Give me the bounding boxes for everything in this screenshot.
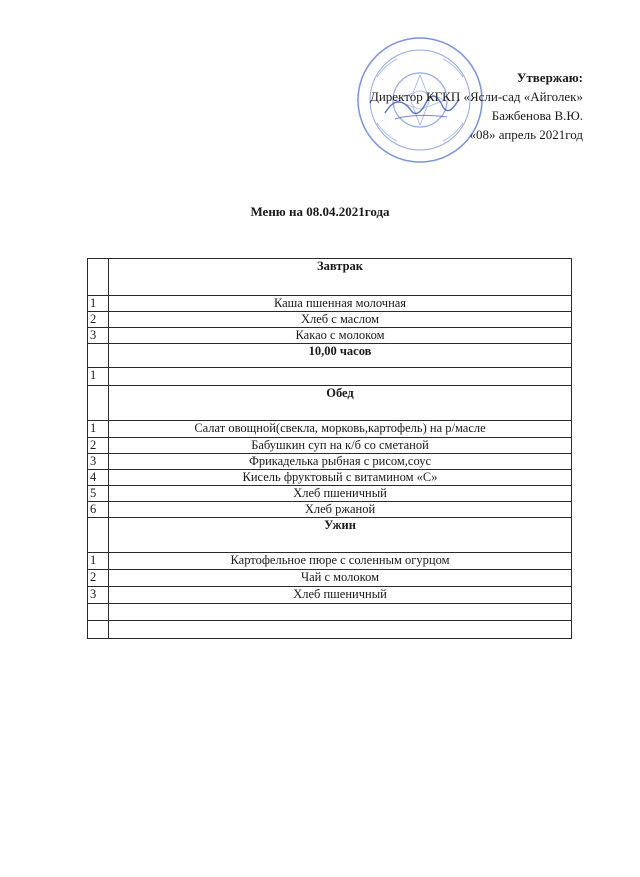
section-row — [88, 386, 572, 421]
item-number: 4 — [88, 470, 109, 486]
item-dish: Картофельное пюре с соленным огурцом — [109, 553, 572, 570]
item-dish: Хлеб пшеничный — [109, 486, 572, 502]
item-number: 1 — [88, 553, 109, 570]
menu-table — [87, 258, 572, 639]
empty-dish-cell — [109, 621, 572, 639]
menu-item-row — [88, 296, 572, 312]
menu-item-row — [88, 421, 572, 438]
menu-item-row — [88, 328, 572, 344]
section-number-cell — [88, 259, 109, 296]
item-number: 6 — [88, 502, 109, 518]
item-dish: Чай с молоком — [109, 570, 572, 587]
item-dish: Каша пшенная молочная — [109, 296, 572, 312]
item-number: 5 — [88, 486, 109, 502]
menu-item-row — [88, 312, 572, 328]
director-position: Директор КГКП «Ясли-сад «Айголек» — [369, 89, 583, 104]
empty-row — [88, 621, 572, 639]
item-dish: Фрикаделька рыбная с рисом,соус — [109, 454, 572, 470]
item-dish: Бабушкин суп на к/б со сметаной — [109, 438, 572, 454]
section-number-cell — [88, 518, 109, 553]
menu-item-row — [88, 454, 572, 470]
item-dish — [109, 368, 572, 386]
item-number: 1 — [88, 368, 109, 386]
menu-item-row — [88, 553, 572, 570]
item-dish: Какао с молоком — [109, 328, 572, 344]
section-row — [88, 259, 572, 296]
item-number: 2 — [88, 312, 109, 328]
menu-item-row — [88, 502, 572, 518]
approval-label: Утвержаю: — [516, 70, 583, 85]
item-dish: Хлеб ржаной — [109, 502, 572, 518]
item-number: 2 — [88, 570, 109, 587]
empty-number-cell — [88, 604, 109, 621]
section-number-cell — [88, 344, 109, 368]
director-name: Бажбенова В.Ю. — [491, 108, 583, 123]
section-title: Завтрак — [109, 259, 572, 296]
item-number: 2 — [88, 438, 109, 454]
empty-dish-cell — [109, 604, 572, 621]
page-title: Меню на 08.04.2021года — [250, 204, 390, 219]
item-dish: Хлеб пшеничный — [109, 587, 572, 604]
menu-item-row — [88, 486, 572, 502]
section-row — [88, 344, 572, 368]
approval-block — [370, 68, 583, 144]
section-title: Ужин — [109, 518, 572, 553]
item-number: 3 — [88, 587, 109, 604]
item-number: 1 — [88, 296, 109, 312]
empty-row — [88, 604, 572, 621]
item-dish: Салат овощной(свекла, морковь,картофель) на р/масле — [109, 421, 572, 438]
menu-item-row — [88, 570, 572, 587]
section-row — [88, 518, 572, 553]
menu-item-row — [88, 470, 572, 486]
approval-date: «08» апрель 2021год — [469, 127, 583, 142]
empty-number-cell — [88, 621, 109, 639]
menu-item-row — [88, 438, 572, 454]
section-title: Обед — [109, 386, 572, 421]
item-dish: Кисель фруктовый с витамином «С» — [109, 470, 572, 486]
item-number: 3 — [88, 454, 109, 470]
section-number-cell — [88, 386, 109, 421]
menu-item-row — [88, 587, 572, 604]
section-title: 10,00 часов — [109, 344, 572, 368]
item-number: 1 — [88, 421, 109, 438]
item-number: 3 — [88, 328, 109, 344]
menu-item-row — [88, 368, 572, 386]
item-dish: Хлеб с маслом — [109, 312, 572, 328]
